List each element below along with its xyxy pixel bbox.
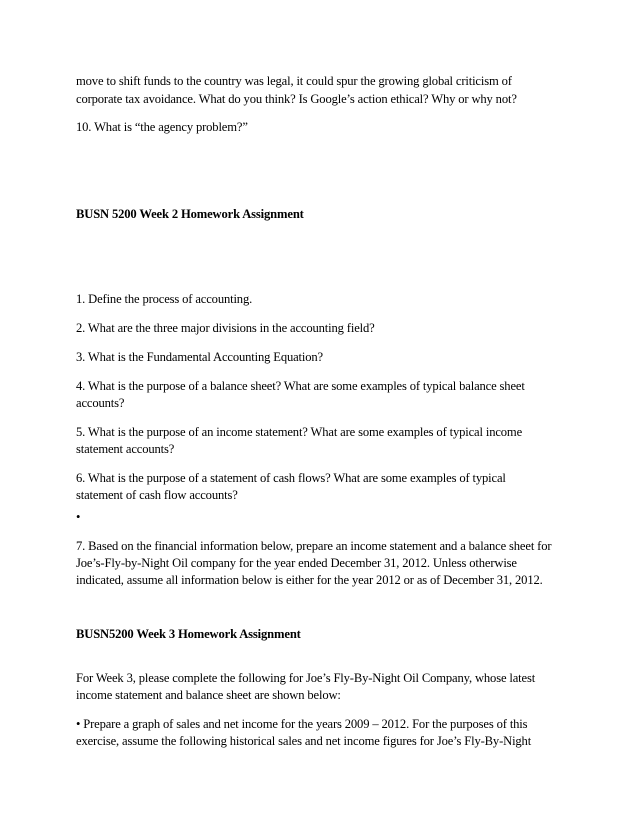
question-7-cont: Joe’s-Fly-by-Night Oil company for the year ended December 31, 2012. Unless otherwise	[76, 556, 517, 570]
week-3-intro-cont: income statement and balance sheet are shown below:	[76, 688, 341, 702]
question-4: 4. What is the purpose of a balance sheet? What are some examples of typical balance sheet	[76, 379, 525, 393]
question-5-cont: statement accounts?	[76, 442, 175, 456]
week-3-bullet: • Prepare a graph of sales and net income for the years 2009 – 2012. For the purposes of this	[76, 717, 528, 731]
week-3-heading: BUSN5200 Week 3 Homework Assignment	[76, 627, 301, 641]
paragraph-line: corporate tax avoidance. What do you think? Is Google’s action ethical? Why or why not?	[76, 92, 517, 106]
question-3: 3. What is the Fundamental Accounting Equation?	[76, 350, 323, 364]
question-4-cont: accounts?	[76, 396, 125, 410]
question-7-cont: indicated, assume all information below is either for the year 2012 or as of December 31, 2012.	[76, 573, 543, 587]
week-3-intro: For Week 3, please complete the following for Joe’s Fly-By-Night Oil Company, whose latest	[76, 671, 536, 685]
question-5: 5. What is the purpose of an income statement? What are some examples of typical income	[76, 425, 523, 439]
week-3-bullet-cont: exercise, assume the following historical sales and net income figures for Joe’s Fly-By-Night	[76, 734, 532, 748]
paragraph-line: move to shift funds to the country was legal, it could spur the growing global criticism of	[76, 74, 512, 88]
question-1: 1. Define the process of accounting.	[76, 292, 253, 306]
question-2: 2. What are the three major divisions in the accounting field?	[76, 321, 375, 335]
question-7: 7. Based on the financial information below, prepare an income statement and a balance sheet for	[76, 539, 552, 553]
week-2-heading: BUSN 5200 Week 2 Homework Assignment	[76, 207, 304, 221]
bullet-item: •	[76, 510, 81, 524]
question-10: 10. What is “the agency problem?”	[76, 120, 248, 134]
question-6: 6. What is the purpose of a statement of cash flows? What are some examples of typical	[76, 471, 506, 485]
question-6-cont: statement of cash flow accounts?	[76, 488, 238, 502]
